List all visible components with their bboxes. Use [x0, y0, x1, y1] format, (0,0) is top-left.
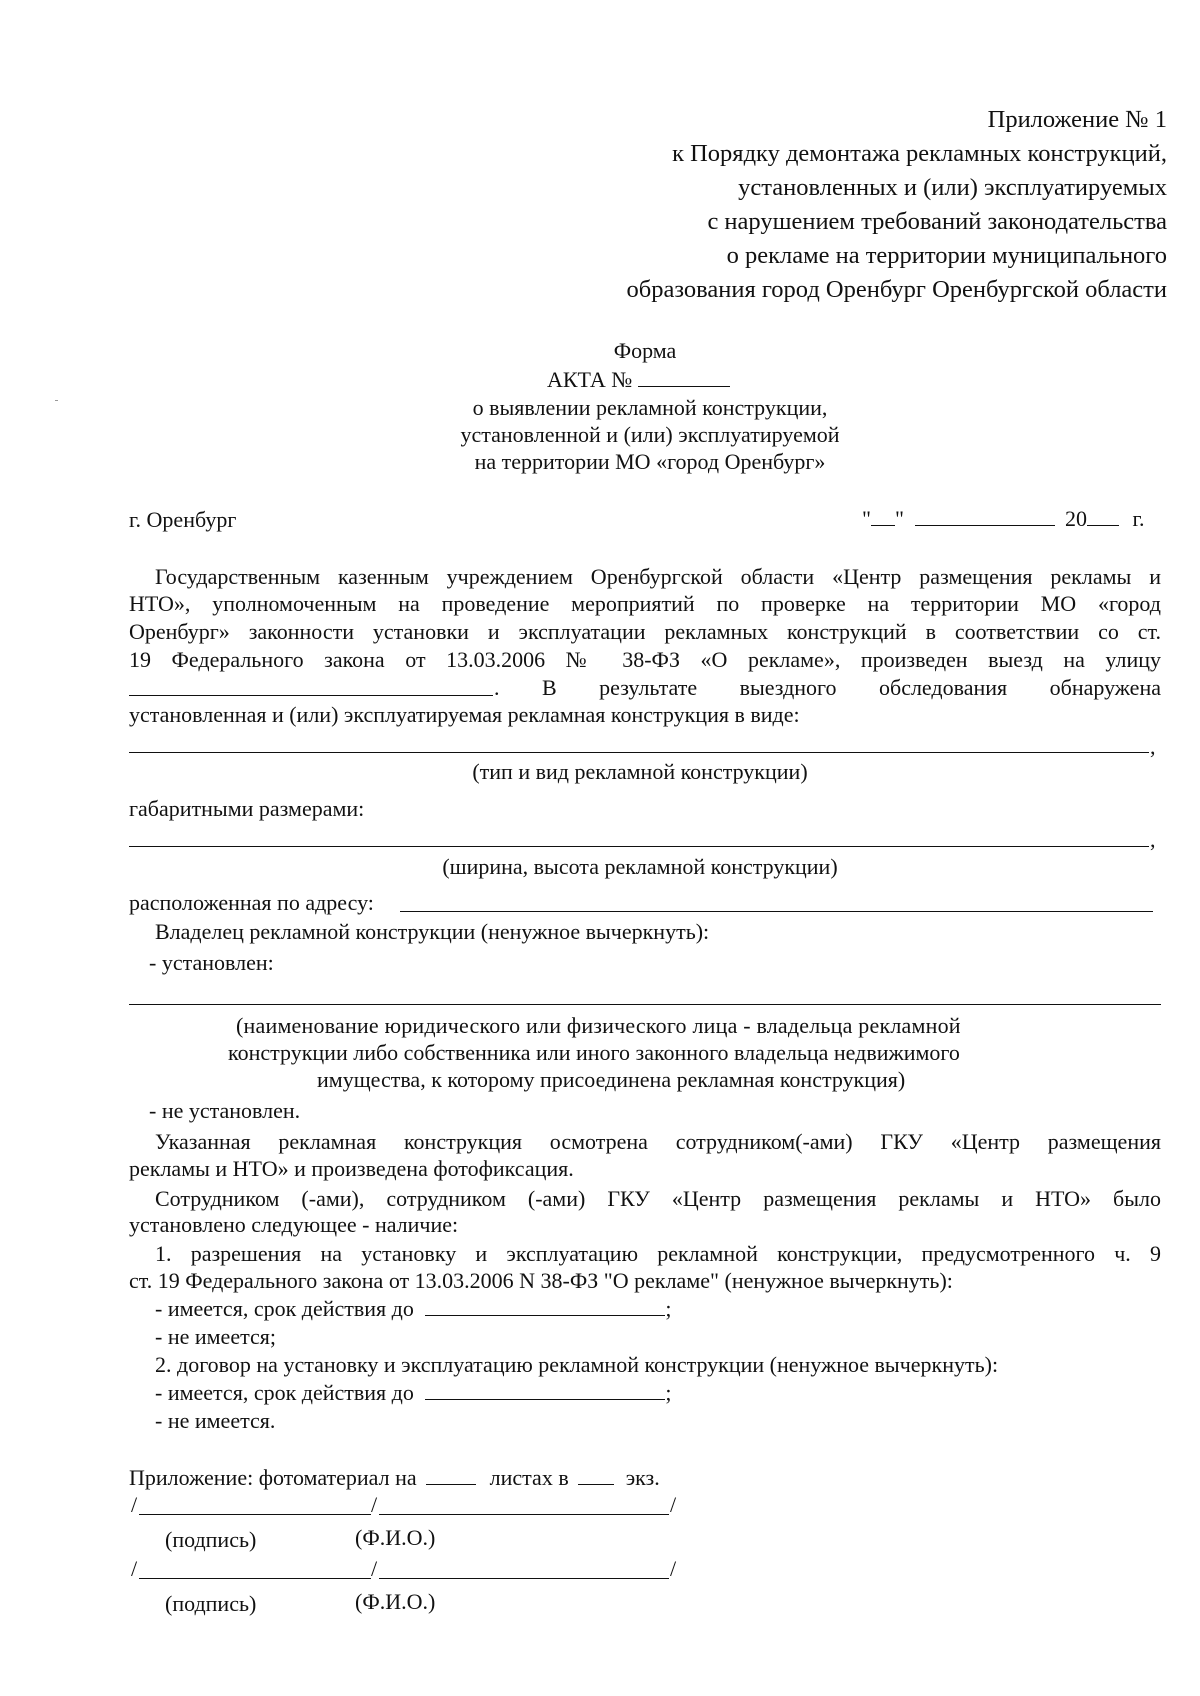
paragraph-1-line-3: Оренбург» законности установки и эксплуатации рекламных конструкций в соответствии со ст. [129, 619, 1161, 644]
appendix-line-2: к Порядку демонтажа рекламных конструкций, [672, 140, 1167, 167]
year-field[interactable] [1087, 505, 1119, 526]
owner-caption-line-2: конструкции либо собственника или иного законного владельца недвижимого [228, 1040, 960, 1065]
signature-1-sign-caption: (подпись) [165, 1527, 257, 1552]
owner-field[interactable] [129, 1004, 1161, 1005]
signature-2-slash-mid: / [371, 1556, 378, 1581]
signature-1-name-field[interactable] [379, 1514, 669, 1515]
street-field[interactable] [129, 695, 493, 696]
permit-not-exists: - не имеется; [155, 1324, 276, 1349]
day-field[interactable] [871, 505, 895, 526]
appendix-number: Приложение № 1 [987, 106, 1167, 133]
paragraph-1-line-2: НТО», уполномоченным на проведение мероприятий по проверке на территории МО «город [129, 591, 1161, 616]
appendix-line-5: о рекламе на территории муниципального [726, 242, 1167, 269]
appendix-line-6: образования город Оренбург Оренбургской области [626, 276, 1167, 303]
permit-exists: - имеется, срок действия до ; [155, 1296, 672, 1321]
comma: , [1150, 827, 1156, 852]
paragraph-3-line-2: установлено следующее - наличие: [129, 1212, 459, 1237]
signature-2-name-field[interactable] [379, 1578, 669, 1579]
signature-1-slash-mid: / [371, 1492, 378, 1517]
paragraph-3-line-1: Сотрудником (-ами), сотрудником (-ами) ГКУ «Центр размещения рекламы и НТО» было [155, 1186, 1161, 1211]
construction-type-caption: (тип и вид рекламной конструкции) [472, 759, 808, 784]
signature-1-slash-start: / [131, 1492, 138, 1517]
paragraph-1-line-5: . В результате выездного обследования обнаружена [494, 675, 1161, 700]
item-1-line-1: 1. разрешения на установку и эксплуатацию рекламной конструкции, предусмотренного ч. 9 [155, 1241, 1161, 1266]
signature-1-name-caption: (Ф.И.О.) [355, 1525, 436, 1550]
owner-caption-line-1: (наименование юридического или физического лица - владельца рекламной [236, 1013, 961, 1038]
paragraph-1-line-6: установленная и (или) эксплуатируемая рекламная конструкция в виде: [129, 702, 800, 727]
signature-2-sign-field[interactable] [139, 1578, 371, 1579]
appendix-header [627, 103, 1168, 307]
dimensions-caption: (ширина, высота рекламной конструкции) [442, 854, 838, 879]
owner-caption-line-3: имущества, к которому присоединена рекламная конструкция) [317, 1067, 906, 1092]
paragraph-2-line-1: Указанная рекламная конструкция осмотрена сотрудником(-ами) ГКУ «Центр размещения [155, 1129, 1161, 1154]
owner-label: Владелец рекламной конструкции (ненужное вычеркнуть): [155, 919, 710, 944]
act-title-line-3: на территории МО «город Оренбург» [474, 449, 826, 474]
act-title-line-2: установленной и (или) эксплуатируемой [460, 422, 840, 447]
address-field[interactable] [400, 911, 1153, 912]
contract-valid-until-field[interactable] [425, 1379, 665, 1400]
item-1-line-2: ст. 19 Федерального закона от 13.03.2006 N 38-ФЗ "О рекламе" (ненужное вычеркнуть): [129, 1268, 953, 1293]
signature-2-slash-end: / [670, 1556, 677, 1581]
date-line: " " 20 г. [862, 506, 1145, 531]
month-field[interactable] [915, 505, 1055, 526]
address-label: расположенная по адресу: [129, 890, 374, 915]
signature-1-slash-end: / [670, 1492, 677, 1517]
dimensions-label: габаритными размерами: [129, 796, 365, 821]
sheets-count-field[interactable] [426, 1464, 476, 1485]
city-label: г. Оренбург [129, 507, 237, 532]
signature-2-sign-caption: (подпись) [165, 1591, 257, 1616]
signature-1-sign-field[interactable] [139, 1514, 371, 1515]
item-2: 2. договор на установку и эксплуатацию рекламной конструкции (ненужное вычеркнуть): [155, 1352, 999, 1377]
scan-dot [55, 400, 58, 401]
contract-exists: - имеется, срок действия до ; [155, 1380, 672, 1405]
act-title-line-1: о выявлении рекламной конструкции, [472, 395, 828, 420]
owner-not-set: - не установлен. [149, 1098, 301, 1123]
appendix-line-3: установленных и (или) эксплуатируемых [738, 174, 1167, 201]
contract-not-exists: - не имеется. [155, 1408, 276, 1433]
comma: , [1150, 734, 1156, 759]
construction-type-field[interactable] [129, 752, 1149, 753]
copies-count-field[interactable] [578, 1464, 614, 1485]
paragraph-2-line-2: рекламы и НТО» и произведена фотофиксация. [129, 1156, 574, 1181]
dimensions-field[interactable] [129, 846, 1149, 847]
act-number-field[interactable] [638, 366, 730, 387]
attachment-line: Приложение: фотоматериал на листах в экз. [129, 1465, 660, 1490]
owner-set: - установлен: [149, 950, 274, 975]
paragraph-1-line-1: Государственным казенным учреждением Оренбургской области «Центр размещения рекламы и [155, 564, 1161, 589]
paragraph-1-line-4: 19 Федерального закона от 13.03.2006 № 38-ФЗ «О рекламе», произведен выезд на улицу [129, 647, 1161, 672]
signature-2-slash-start: / [131, 1556, 138, 1581]
form-label: Форма [613, 338, 677, 363]
signature-2-name-caption: (Ф.И.О.) [355, 1589, 436, 1614]
permit-valid-until-field[interactable] [425, 1295, 665, 1316]
act-number: АКТА № [547, 366, 730, 393]
appendix-line-4: с нарушением требований законодательства [707, 208, 1167, 235]
